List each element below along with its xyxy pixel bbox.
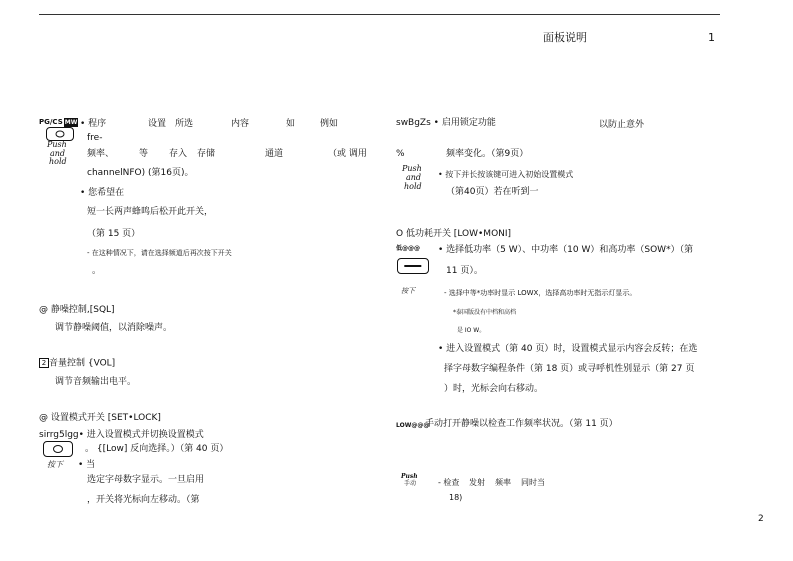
push-line1: - 检查 发射 频率 同时当 — [438, 478, 545, 487]
lowmoni-note2: *泰国版没有中档和高档 — [453, 309, 517, 316]
pgcs-line2: fre- — [87, 133, 103, 143]
lock-push: Push — [402, 164, 422, 173]
mw-badge: MW — [64, 119, 78, 126]
page-heading: 面板说明 — [543, 31, 587, 44]
and-text: and — [50, 149, 66, 158]
setlock-title: @ 设置模式开关 [SET•LOCK] — [39, 413, 161, 423]
sql-desc: 调节静噪阈值，以消除噪声。 — [55, 323, 173, 333]
push-sub: 手动 — [404, 480, 417, 487]
setlock-press: 按下 — [47, 460, 63, 469]
pgcs-line1: • 程序 设置 所选 内容 如 例如 — [80, 119, 339, 129]
lowmoni-b2-line3: ）时，光标会向右移动。 — [444, 384, 544, 394]
setlock-line3: • 当 — [78, 460, 96, 470]
set-button-icon — [43, 441, 73, 457]
lowmoni-label: 低@@@ — [396, 245, 421, 252]
page-number: 2 — [758, 514, 764, 524]
lowmoni-title: O 低功耗开关 [LOW•MONI] — [396, 229, 512, 239]
pgcs-label: PG/CS MW — [39, 118, 78, 126]
sql-title: @ 静噪控制,[SQL] — [39, 305, 115, 315]
lock-line3: • 按下并长按该键可进入初始设置模式 — [438, 170, 574, 179]
lock-line1b: 以防止意外 — [599, 120, 645, 130]
pgcs-line6: 短一长两声蜂鸣后松开此开关， — [87, 207, 214, 217]
pgcs-bullet2: • 您希望在 — [80, 188, 125, 198]
lowmoni-note1: - 选择中等*功率时显示 LOWX，选择高功率时无指示灯显示。 — [444, 289, 637, 297]
push-line2: 18) — [449, 493, 463, 502]
lowmoni-b2-line1: • 进入设置模式（第 40 页）时，设置模式显示内容会反转；在选 — [438, 344, 698, 354]
pgcs-line8: - 在这种情况下，请在选择频道后再次按下开关 — [87, 249, 232, 257]
lowmoni-press: 按下 — [401, 287, 415, 295]
low-button-icon — [397, 258, 429, 274]
pgcs-line3: 频率、 等 存入 存储 通道 （或 调用 — [87, 149, 367, 159]
setlock-line4: 选定字母数字显示。一旦启用 — [87, 475, 205, 485]
heading-number: 1 — [708, 31, 715, 44]
lowmoni-note3: 是 IO W。 — [457, 327, 486, 334]
lock-hold: hold — [404, 182, 422, 191]
monitor-label: LOW@@@ — [396, 422, 430, 429]
lock-line2: 频率变化。（第9页） — [446, 149, 529, 159]
vol-desc: 调节音频输出电平。 — [55, 377, 137, 387]
setlock-line2: 。 {[Low] 反向选择。）（第 40 页） — [85, 444, 229, 454]
pgcs-line9: 。 — [92, 266, 102, 276]
lowmoni-line1: • 选择低功率（5 W）、中功率（10 W）和高功率（SOW*）（第 — [438, 245, 694, 255]
setlock-line1: sirrg5lgg• 进入设置模式并切换设置模式 — [39, 430, 204, 440]
push-label: Push — [401, 473, 418, 480]
lowmoni-line2: 11 页）。 — [446, 266, 483, 276]
pgcs-line4: channelNFO) (第16页)。 — [87, 168, 194, 178]
lock-and: and — [406, 173, 422, 182]
header-rule — [39, 14, 720, 15]
pgcs-line7: （第 15 页） — [87, 229, 141, 239]
lowmoni-b2-line2: 择字母数字编程条件（第 18 页）或寻呼机性别显示（第 27 页 — [444, 364, 695, 374]
lock-percent: % — [396, 149, 405, 159]
hold-text: hold — [49, 157, 67, 166]
pgcs-button-icon — [46, 127, 74, 141]
number-box-icon: 2 — [39, 358, 49, 368]
vol-title: 2 音量控制 {VOL] — [39, 358, 115, 370]
lock-line1: swBgZs • 启用锁定功能 — [396, 118, 496, 128]
monitor-text: 手动打开静噪以检查工作频率状况。（第 11 页） — [425, 419, 618, 429]
lock-line4: （第40页）若在听到一 — [446, 187, 539, 197]
setlock-line5: ，开关将光标向左移动。（第 — [87, 495, 200, 505]
push-text: Push — [47, 140, 67, 149]
